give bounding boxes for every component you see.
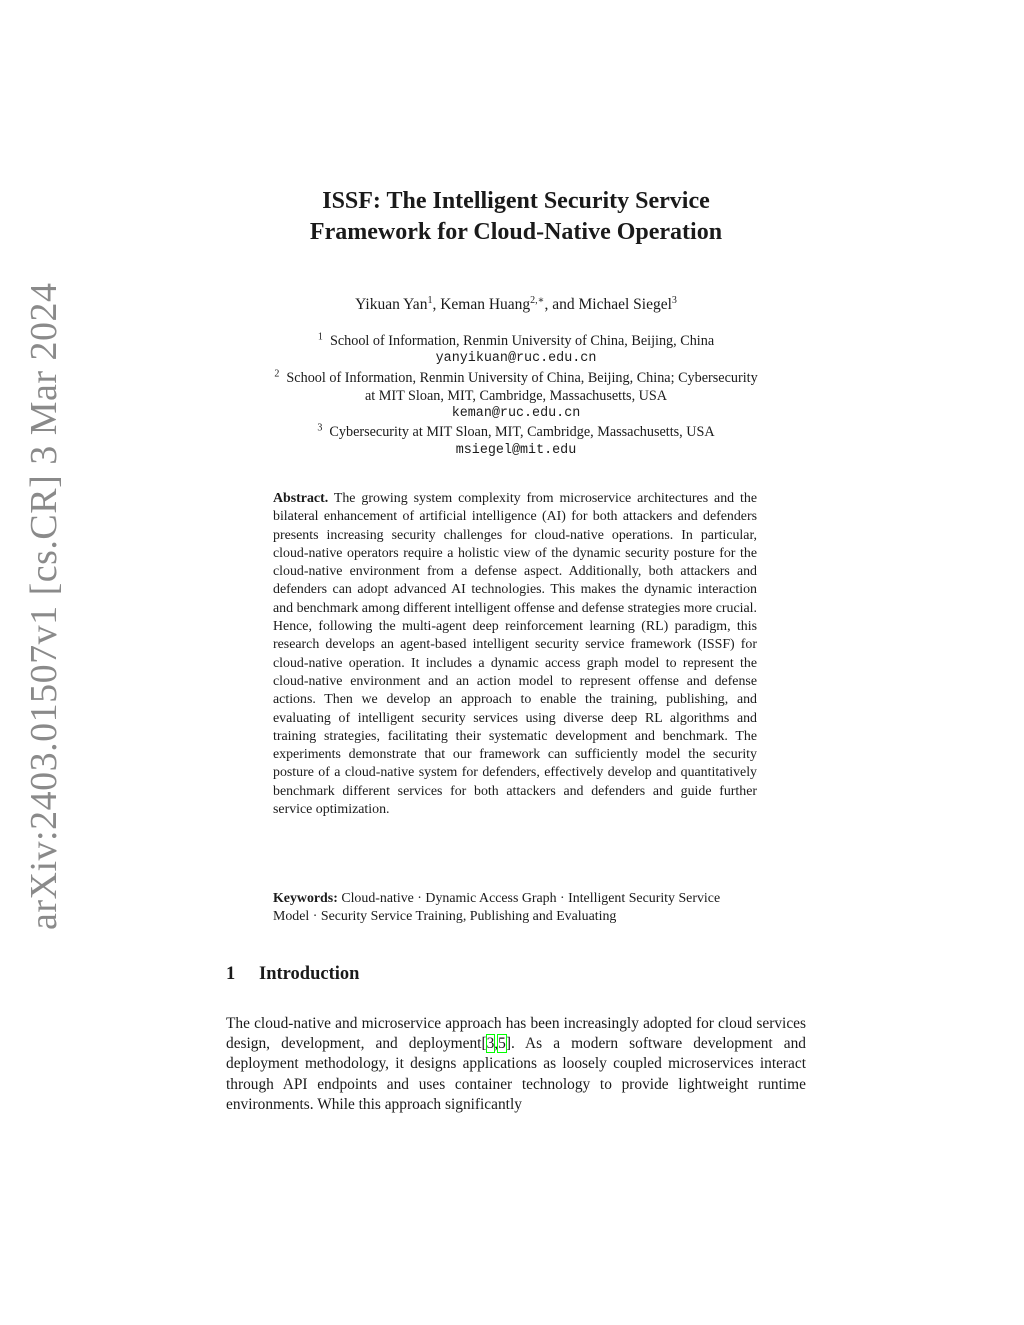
- affiliation-2: $^2$ School of Information, Renmin University of China, Beijing, China; Cybersecurity: [274, 367, 758, 386]
- author-name: Michael Siegel: [578, 296, 672, 313]
- abstract: [273, 490, 757, 819]
- affiliation-1-email[interactable]: yanyikuan@ruc.edu.cn: [435, 351, 597, 367]
- introduction-paragraph: The cloud-native and microservice approach has been increasingly adopted for cloud services design, development, and deployment[3,5]. As a modern software development and deployment methodology, it designs applications as loosely coupled microservices interact through API endpoints and uses container technology to provide lightweight runtime environments. While this approach significantly: [226, 1015, 806, 1113]
- abstract-text: The growing system complexity from microservice architectures and the bilateral enhancement of artificial intelligence (AI) for both attackers and defenders presents increasing security challenges for cloud-native operations. In particular, cloud-native operators require a holistic view of the dynamic security posture for the cloud-native environment from a defense aspect. Additionally, both attackers and defenders can adopt advanced AI technologies. This makes the dynamic interaction and benchmark among different intelligent offense and defense strategies more crucial. Hence, following the multi-agent deep reinforcement learning (RL) paradigm, this research develops an agent-based intelligent security service framework (ISSF) for cloud-native operation. It includes a dynamic access graph model to represent the cloud-native environment and an action model to represent offense and defense actions. Then we develop an approach to enable the training, publishing, and evaluating of intelligent security services using diverse deep RL algorithms and training strategies, facilitating their systematic development and benchmark. The experiments demonstrate that our framework can sufficiently model the security posture of a cloud-native system for defenders, effectively develop and quantitatively benchmark different services for both attackers and defenders and guide further service optimization.: [273, 491, 757, 818]
- affiliation-2-continued: at MIT Sloan, MIT, Cambridge, Massachusetts, USA: [364, 387, 668, 404]
- author-affiliation-mark: 2,∗: [530, 294, 545, 306]
- author-list: Yikuan Yan$^1$, Keman Huang$^{2,∗}$, and Michael Siegel$^3$: [355, 294, 677, 313]
- citation-link-3[interactable]: 3: [486, 1035, 495, 1053]
- section-heading-introduction: [226, 964, 359, 985]
- author-affiliation-mark: 1: [427, 294, 433, 306]
- author-affiliation-mark: 3: [671, 294, 677, 306]
- keywords: [273, 890, 757, 927]
- paper-title-line-1: ISSF: The Intelligent Security Service: [322, 188, 710, 214]
- citation-link-5[interactable]: 5: [498, 1035, 506, 1053]
- affiliation-3-email[interactable]: msiegel@mit.edu: [455, 442, 577, 458]
- keywords-text: Cloud-native · Dynamic Access Graph · Intelligent Security Service Model · Security Service Training, Publishing and Evaluating: [273, 891, 721, 925]
- section-title: Introduction: [259, 964, 360, 984]
- paper-title: [226, 186, 806, 248]
- affiliation-list: [226, 332, 806, 460]
- paper-title-line-2: Framework for Cloud-Native Operation: [309, 219, 723, 245]
- abstract-label: Abstract.: [273, 491, 329, 506]
- author-name: Yikuan Yan: [355, 296, 428, 313]
- affiliation-1: $^1$ School of Information, Renmin University of China, Beijing, China: [317, 331, 715, 349]
- arxiv-identifier-stamp: arXiv:2403.01507v1 [cs.CR] 3 Mar 2024: [23, 282, 65, 930]
- author-name: Keman Huang: [440, 296, 531, 313]
- affiliation-3: $^3$ Cybersecurity at MIT Sloan, MIT, Cambridge, Massachusetts, USA: [317, 422, 715, 441]
- section-number: 1: [226, 964, 236, 984]
- keywords-label: Keywords:: [273, 891, 338, 906]
- affiliation-2-email[interactable]: keman@ruc.edu.cn: [451, 406, 581, 422]
